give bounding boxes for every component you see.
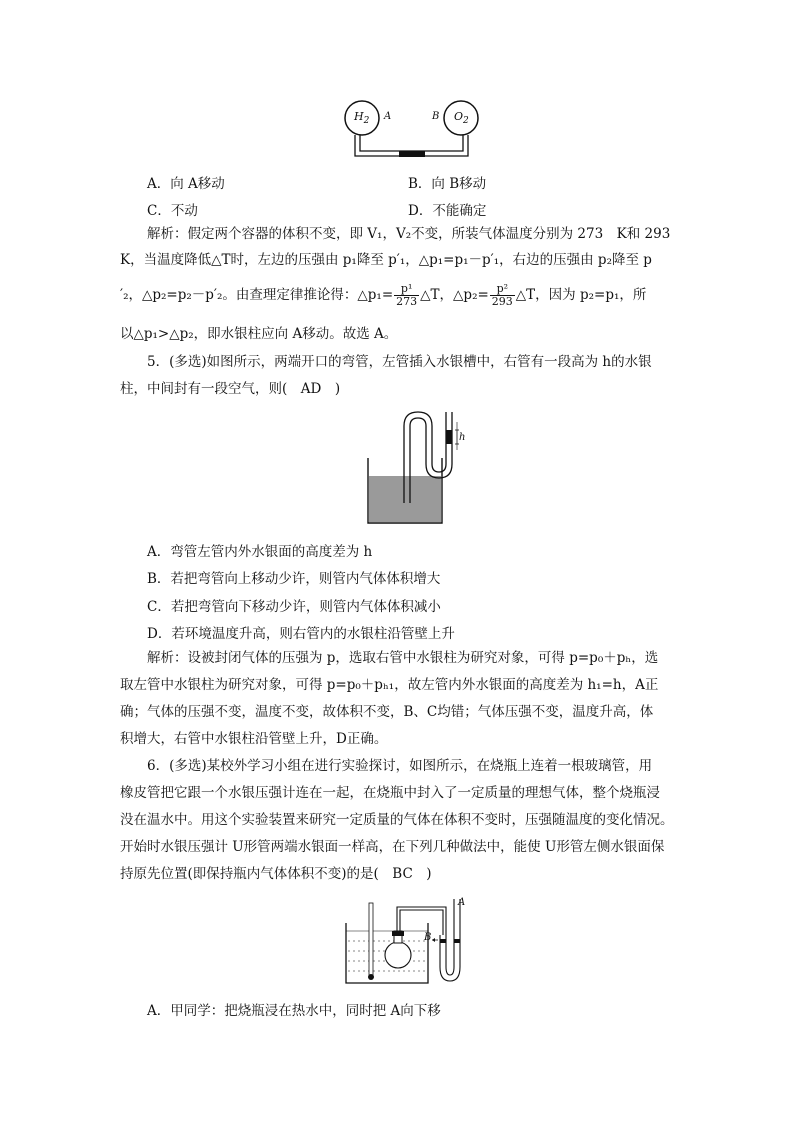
q5-option-a: A．弯管左管内外水银面的高度差为 h <box>147 544 373 560</box>
fig1-label-b: B <box>432 111 440 122</box>
fig2-h-label: h <box>459 432 466 443</box>
q5-stem-line-1: 5．(多选)如图所示，两端开口的弯管，左管插入水银槽中，右管有一段高为 h的水银 <box>147 354 652 370</box>
q5-option-d: D．若环境温度升高，则右管内的水银柱沿管壁上升 <box>147 626 455 642</box>
q6-stem-line-5: 持原先位置(即保持瓶内气体体积不变)的是( BC ) <box>120 866 432 882</box>
q4-option-d: D．不能确定 <box>408 203 487 219</box>
fig3-label-b: B <box>424 932 432 943</box>
q5-analysis-line-1: 解析：设被封闭气体的压强为 p，选取右管中水银柱为研究对象，可得 p=p₀＋pₕ，选 <box>147 650 659 666</box>
q5-analysis-line-3: 确；气体的压强不变，温度不变，故体积不变，B、C均错；气体压强不变，温度升高，体 <box>120 704 654 720</box>
figure-bent-tube <box>366 408 466 524</box>
fraction-2: $\frac{\text{p²}}{293}$ <box>491 282 513 308</box>
figure-containers <box>340 96 490 162</box>
q4-analysis-line-3: ′₂，△p₂=p₂－p′₂。由查理定律推论得：△p₁= $\frac{\text{p¹}}{273}$ △T，△p₂= $\frac{\text{p²}}{293}$ △T，因为 p₂=p₁，所 <box>120 282 647 308</box>
q4-analysis-line-4: 以△p₁>△p₂，即水银柱应向 A移动。故选 A。 <box>120 326 398 342</box>
fig3-label-a: A <box>458 897 466 908</box>
q5-stem-line-2: 柱，中间封有一段空气，则( AD ) <box>120 381 341 397</box>
q5-option-c: C．若把弯管向下移动少许，则管内气体体积减小 <box>147 599 441 615</box>
q6-stem-line-3: 没在温水中。用这个实验装置来研究一定质量的气体在体积不变时，压强随温度的变化情况。 <box>120 812 674 828</box>
q4-analysis-line-1: 解析：假定两个容器的体积不变，即 V₁，V₂不变，所装气体温度分别为 273 K和 293 <box>147 226 671 242</box>
q5-analysis-line-2: 取左管中水银柱为研究对象，可得 p=p₀＋pₕ₁，故左管内外水银面的高度差为 h₁=h，A正 <box>120 677 659 693</box>
q4-option-c: C．不动 <box>147 203 198 219</box>
q6-option-a: A．甲同学：把烧瓶浸在热水中，同时把 A向下移 <box>147 1003 441 1019</box>
q5-option-b: B．若把弯管向上移动少许，则管内气体体积增大 <box>147 571 441 587</box>
fig1-o2-label: $O_2$ <box>454 110 469 127</box>
fig1-label-a: A <box>384 111 392 122</box>
figure-flask-manometer <box>342 895 472 987</box>
q6-stem-line-1: 6．(多选)某校外学习小组在进行实验探讨，如图所示，在烧瓶上连着一根玻璃管，用 <box>147 758 653 774</box>
q6-stem-line-2: 橡皮管把它跟一个水银压强计连在一起，在烧瓶中封入了一定质量的理想气体，整个烧瓶浸 <box>120 785 660 801</box>
q4-option-b: B．向 B移动 <box>408 176 487 192</box>
fraction-1: $\frac{\text{p¹}}{273}$ <box>396 282 418 308</box>
q4-option-a: A．向 A移动 <box>147 176 225 192</box>
fig1-h2-label: $H_2$ <box>354 110 370 127</box>
q6-stem-line-4: 开始时水银压强计 U形管两端水银面一样高，在下列几种做法中，能使 U形管左侧水银面保 <box>120 839 665 855</box>
q5-analysis-line-4: 积增大，右管中水银柱沿管壁上升，D正确。 <box>120 731 388 747</box>
q4-analysis-line-2: K，当温度降低△T时，左边的压强由 p₁降至 p′₁，△p₁=p₁－p′₁，右边的压强由 p₂降至 p <box>120 252 652 268</box>
